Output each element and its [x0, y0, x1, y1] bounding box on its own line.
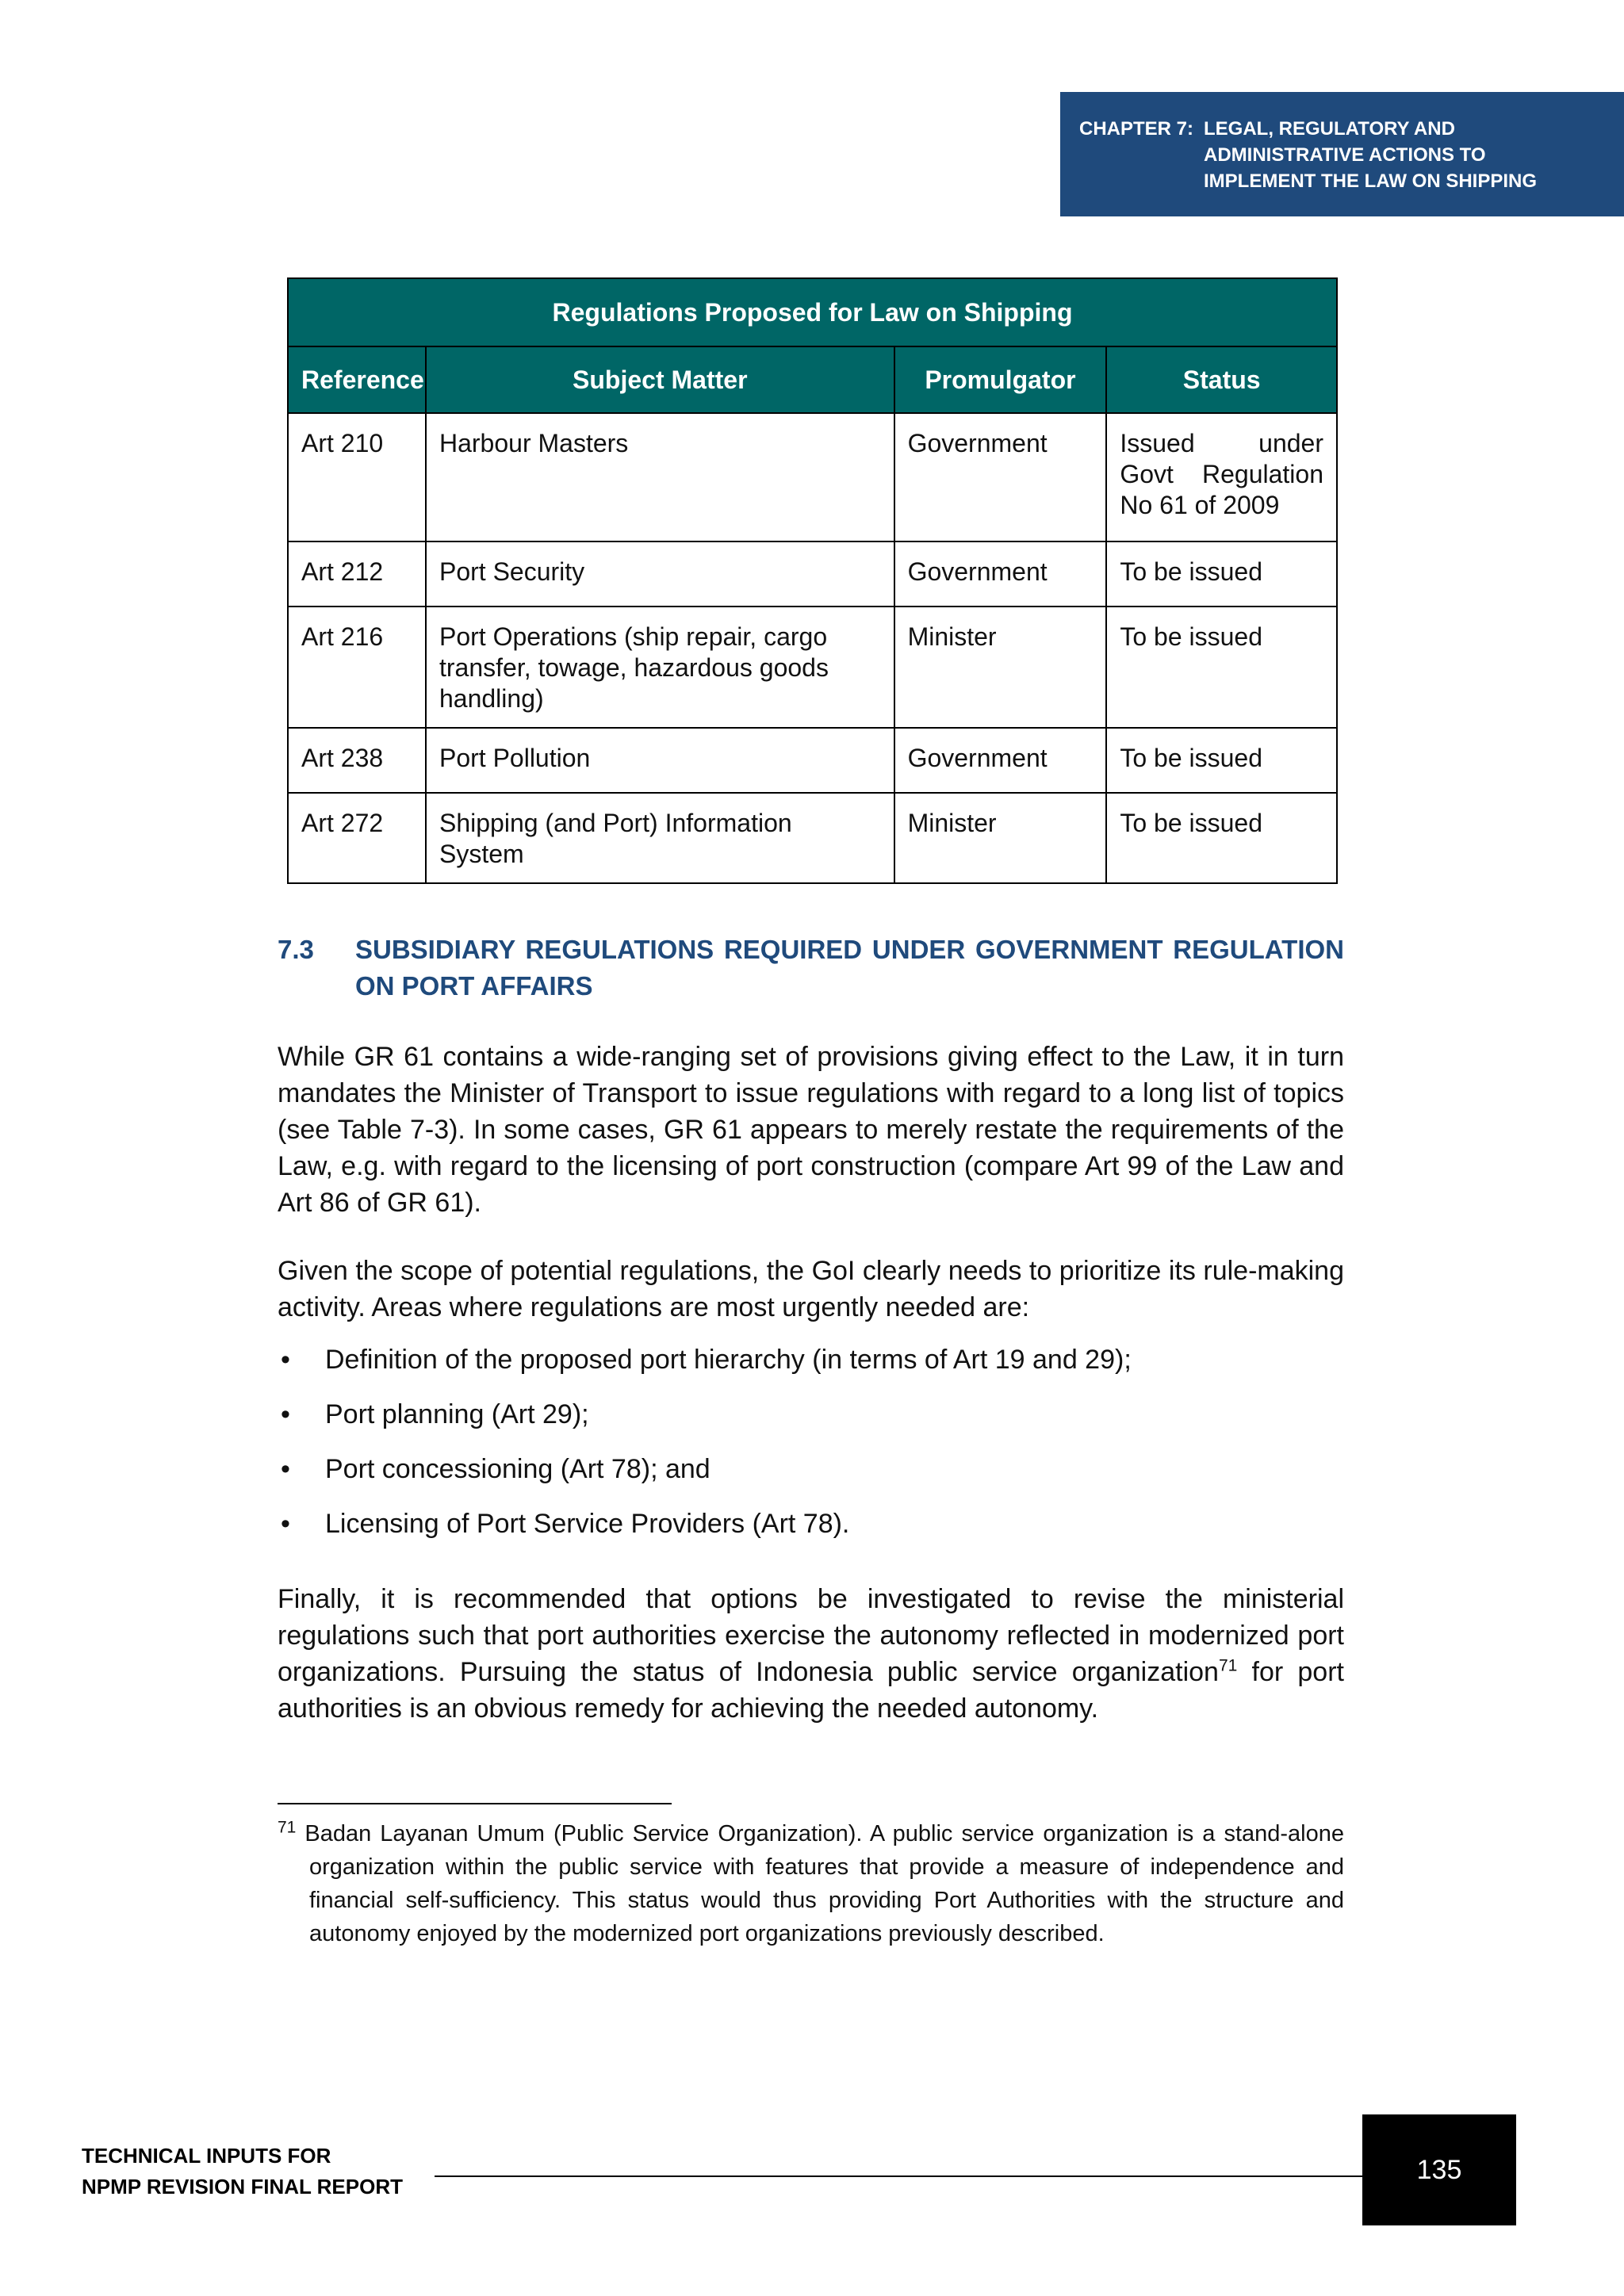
bullet-icon: •: [281, 1454, 290, 1484]
bullet-icon: •: [281, 1399, 290, 1429]
bullet-list: [278, 1341, 1344, 1560]
footnote-reference[interactable]: 71: [1218, 1656, 1238, 1675]
paragraph-2: Given the scope of potential regulations, the GoI clearly needs to prioritize its rule-making activity. Areas where regulations are most urgently needed are:: [278, 1256, 1344, 1322]
section-number: 7.3: [278, 935, 314, 964]
chapter-title-line: LEGAL, REGULATORY AND: [1204, 118, 1455, 140]
footer-report-title: TECHNICAL INPUTS FOR NPMP REVISION FINAL REPORT: [82, 2144, 403, 2198]
cell-reference: Art 212: [288, 541, 426, 607]
cell-subject: Shipping (and Port) Information System: [426, 793, 894, 883]
table-row: [288, 413, 1337, 541]
cell-subject: Port Operations (ship repair, cargo transfer, towage, hazardous goods handling): [426, 607, 894, 728]
list-item: • Port planning (Art 29);: [278, 1396, 1344, 1451]
column-header-reference: Reference: [288, 346, 426, 413]
cell-subject: Port Security: [426, 541, 894, 607]
paragraph-1: While GR 61 contains a wide-ranging set of provisions giving effect to the Law, it in turn mandates the Minister of Transport to issue regulations with regard to a long list of topics (see Table 7-3). In some cases, GR 61 appears to merely restate the requirements of the Law, e.g. with regard to the licensing of port construction (compare Art 99 of the Law and Art 86 of GR 61).: [278, 1042, 1344, 1218]
cell-reference: Art 238: [288, 728, 426, 793]
footnote-marker: 71: [278, 1818, 297, 1837]
cell-status: To be issued: [1106, 541, 1337, 607]
cell-reference: Art 216: [288, 607, 426, 728]
cell-status: To be issued: [1106, 793, 1337, 883]
table-row: [288, 728, 1337, 793]
regulations-table: [287, 277, 1338, 884]
bullet-icon: •: [281, 1345, 290, 1375]
cell-status: To be issued: [1106, 607, 1337, 728]
table-row: [288, 541, 1337, 607]
table-row: [288, 793, 1337, 883]
cell-reference: Art 272: [288, 793, 426, 883]
column-header-promulgator: Promulgator: [894, 346, 1107, 413]
table-title: Regulations Proposed for Law on Shipping: [288, 278, 1337, 346]
cell-status: Issued under Govt Regulation No 61 of 2009: [1106, 413, 1337, 541]
bullet-icon: •: [281, 1509, 290, 1539]
chapter-header: [1060, 92, 1624, 216]
cell-promulgator: Government: [894, 541, 1107, 607]
column-header-subject: Subject Matter: [426, 346, 894, 413]
column-header-status: Status: [1106, 346, 1337, 413]
cell-promulgator: Minister: [894, 607, 1107, 728]
footnote: [278, 1817, 1344, 1950]
list-item: • Licensing of Port Service Providers (Art 78).: [278, 1506, 1344, 1560]
cell-reference: Art 210: [288, 413, 426, 541]
chapter-title-line: IMPLEMENT THE LAW ON SHIPPING: [1204, 170, 1538, 192]
cell-promulgator: Government: [894, 413, 1107, 541]
section-title: SUBSIDIARY REGULATIONS REQUIRED UNDER GOVERNMENT REGULATION ON PORT AFFAIRS: [355, 935, 1344, 1001]
cell-status: To be issued: [1106, 728, 1337, 793]
cell-promulgator: Government: [894, 728, 1107, 793]
chapter-title: [1204, 116, 1608, 194]
cell-subject: Port Pollution: [426, 728, 894, 793]
chapter-label: CHAPTER 7:: [1079, 118, 1194, 140]
chapter-title-line: ADMINISTRATIVE ACTIONS TO: [1204, 144, 1486, 166]
list-item: • Definition of the proposed port hierarchy (in terms of Art 19 and 29);: [278, 1341, 1344, 1396]
list-item: • Port concessioning (Art 78); and: [278, 1451, 1344, 1506]
footnote-text: Badan Layanan Umum (Public Service Organization). A public service organization is a stand-alone organization within the public service with features that provide a measure of independence and financial self-sufficiency. This status would thus providing Port Authorities with the structure and autonomy enjoyed by the modernized port organizations previously described.: [296, 1821, 1344, 1946]
page-number: 135: [1362, 2114, 1516, 2225]
footer-divider: [435, 2175, 1362, 2177]
paragraph-3: Finally, it is recommended that options be investigated to revise the ministerial regulations such that port authorities exercise the autonomy reflected in modernized port organizations. Pursuing the status of Indonesia public service organization$^{71}$ for port authorities is an obvious remedy for achieving the needed autonomy.: [278, 1584, 1344, 1724]
table-row: [288, 607, 1337, 728]
cell-promulgator: Minister: [894, 793, 1107, 883]
footnote-divider: [278, 1803, 672, 1804]
cell-subject: Harbour Masters: [426, 413, 894, 541]
